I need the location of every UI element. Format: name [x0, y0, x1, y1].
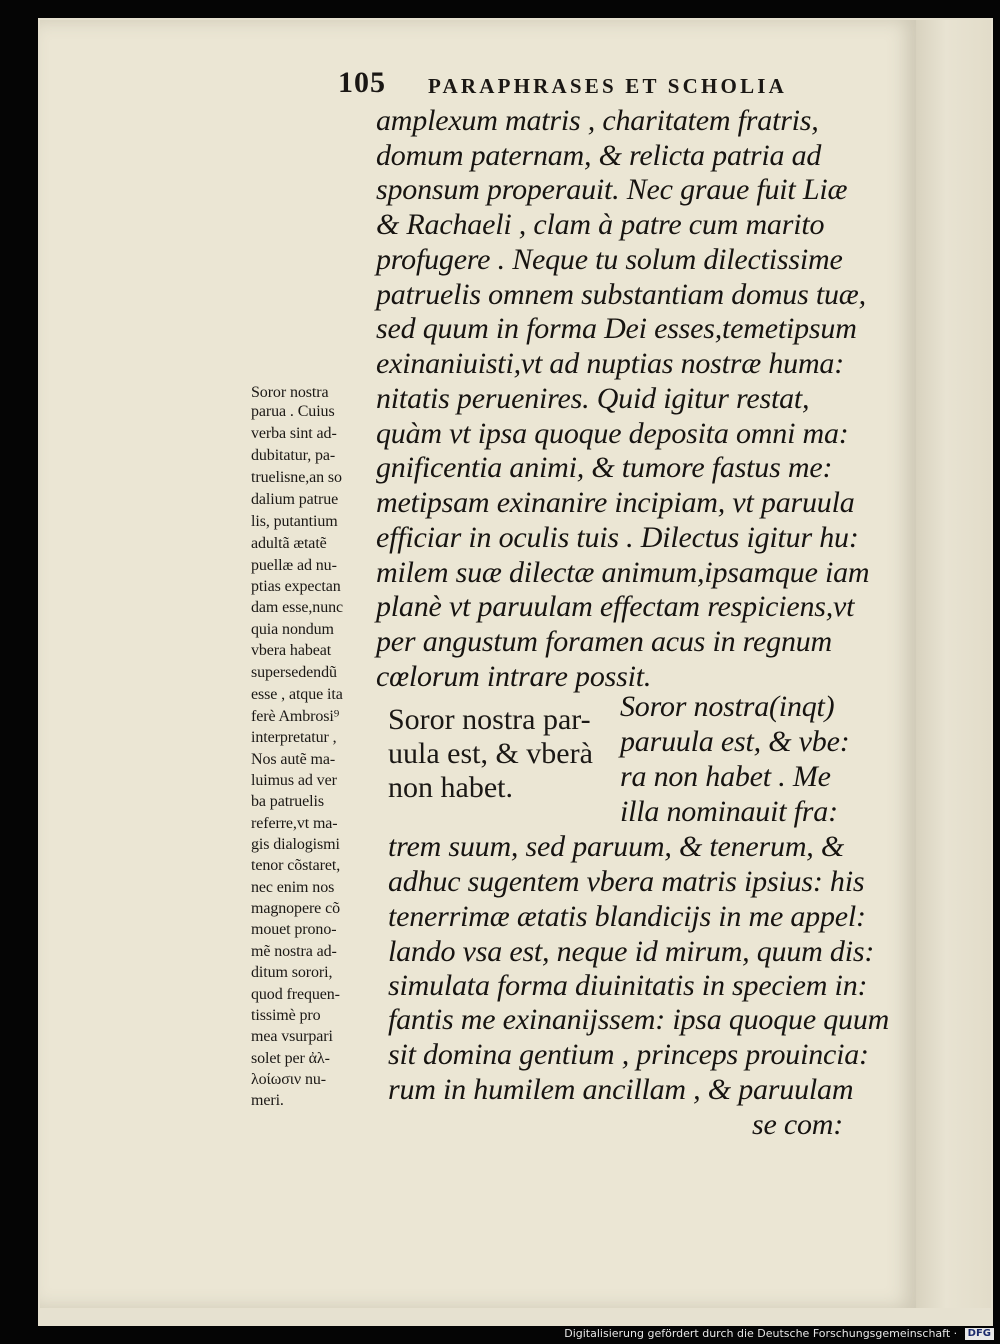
marginal-line: ptias expectan — [251, 578, 341, 595]
commentary-line: lando vsa est, neque id mirum, quum dis: — [388, 935, 875, 968]
marginal-line: puellæ ad nu- — [251, 557, 337, 574]
folio-number: 105 — [338, 66, 386, 99]
main-text-line: nitatis peruenires. Quid igitur restat, — [376, 382, 810, 415]
marginal-line: tissimè pro — [251, 1007, 321, 1024]
marginal-line: vbera habeat — [251, 642, 332, 659]
main-text-line: quàm vt ipsa quoque deposita omni ma: — [376, 417, 849, 450]
marginal-line: truelisne,an so — [251, 469, 342, 486]
marginal-line: ba patruelis — [251, 793, 324, 810]
main-text-line: patruelis omnem substantiam domus tuæ, — [376, 278, 866, 311]
marginal-line: parua . Cuius — [251, 403, 335, 420]
marginal-line: gis dialogismi — [251, 836, 340, 853]
main-text-line: sed quum in forma Dei esses,temetipsum — [376, 312, 857, 345]
credit-text: Digitalisierung gefördert durch die Deutsche Forschungsgemeinschaft · — [564, 1327, 958, 1340]
marginal-line: lis, putantium — [251, 513, 338, 530]
marginal-line: ferè Ambrosi⁹ — [251, 708, 340, 725]
marginal-line: luimus ad ver — [251, 772, 337, 789]
marginal-line: dam esse,nunc — [251, 599, 344, 616]
commentary-line: sit domina gentium , princeps prouincia: — [388, 1038, 869, 1071]
digitization-credit — [564, 1327, 994, 1340]
marginal-line: mea vsurpari — [251, 1028, 333, 1045]
lemma-line: non habet. — [388, 771, 513, 804]
commentary-line: illa nominauit fra: — [620, 795, 838, 828]
marginal-line: dalium patrue — [251, 491, 339, 508]
marginal-line: quod frequen- — [251, 986, 340, 1003]
page-header — [338, 66, 838, 104]
running-head: PARAPHRASES ET SCHOLIA — [428, 74, 788, 98]
marginal-line: solet per ἀλ- — [251, 1050, 330, 1067]
marginal-line: interpretatur , — [251, 729, 337, 746]
main-text-line: & Rachaeli , clam à patre cum marito — [376, 208, 825, 241]
main-text-line: amplexum matris , charitatem fratris, — [376, 104, 819, 137]
marginal-line: adultã ætatẽ — [251, 535, 327, 552]
main-text-line: cœlorum intrare possit. — [376, 660, 652, 693]
catchword: se com: — [752, 1108, 844, 1141]
commentary-line: adhuc sugentem vbera matris ipsius: his — [388, 865, 865, 898]
commentary-line: paruula est, & vbe: — [620, 725, 850, 758]
main-text-line: gnificentia animi, & tumore fastus me: — [376, 451, 833, 484]
marginal-line: mouet prono- — [251, 921, 337, 938]
page-gutter-shadow — [916, 20, 991, 1308]
marginal-line: quia nondum — [251, 621, 334, 638]
main-text-line: domum paternam, & relicta patria ad — [376, 139, 822, 172]
main-text-line: planè vt paruulam effectam respiciens,vt — [376, 590, 855, 623]
marginal-line: λοίωσιν nu- — [251, 1071, 326, 1088]
marginal-line: verba sint ad- — [251, 425, 337, 442]
commentary-line: simulata forma diuinitatis in speciem in: — [388, 969, 868, 1002]
commentary-line: ra non habet . Me — [620, 760, 831, 793]
marginal-line: tenor cõstaret, — [251, 857, 341, 874]
main-text-line: per angustum foramen acus in regnum — [376, 625, 833, 658]
marginal-line: ditum sorori, — [251, 964, 333, 981]
main-text-line: metipsam exinanire incipiam, vt paruula — [376, 486, 855, 519]
marginal-line: esse , atque ita — [251, 686, 343, 703]
commentary-line: Soror nostra(inqt) — [620, 690, 835, 723]
marginal-line: meri. — [251, 1092, 284, 1109]
main-text-line: efficiar in oculis tuis . Dilectus igitur hu: — [376, 521, 859, 554]
lemma-line: Soror nostra par- — [388, 703, 591, 736]
marginal-line: dubitatur, pa- — [251, 447, 336, 464]
commentary-line: tenerrimæ ætatis blandicijs in me appel: — [388, 900, 866, 933]
main-text-line: sponsum properauit. Nec graue fuit Liæ — [376, 173, 848, 206]
commentary-line: rum in humilem ancillam , & paruulam — [388, 1073, 854, 1106]
main-text-line: profugere . Neque tu solum dilectissime — [376, 243, 843, 276]
lemma-line: uula est, & vberà — [388, 737, 593, 770]
commentary-line: trem suum, sed paruum, & tenerum, & — [388, 830, 845, 863]
marginal-line: Nos autẽ ma- — [251, 751, 336, 768]
marginal-line: mẽ nostra ad- — [251, 943, 337, 960]
marginal-line: supersedendũ — [251, 664, 337, 681]
commentary-line: fantis me exinanijssem: ipsa quoque quum — [388, 1003, 890, 1036]
dfg-logo: DFG — [965, 1328, 994, 1340]
main-text-line: milem suæ dilectæ animum,ipsamque iam — [376, 556, 870, 589]
marginal-line: Soror nostra — [251, 384, 329, 401]
marginal-line: referre,vt ma- — [251, 815, 338, 832]
marginal-line: nec enim nos — [251, 879, 335, 896]
marginal-line: magnopere cõ — [251, 900, 340, 917]
main-text-line: exinaniuisti,vt ad nuptias nostræ huma: — [376, 347, 845, 380]
